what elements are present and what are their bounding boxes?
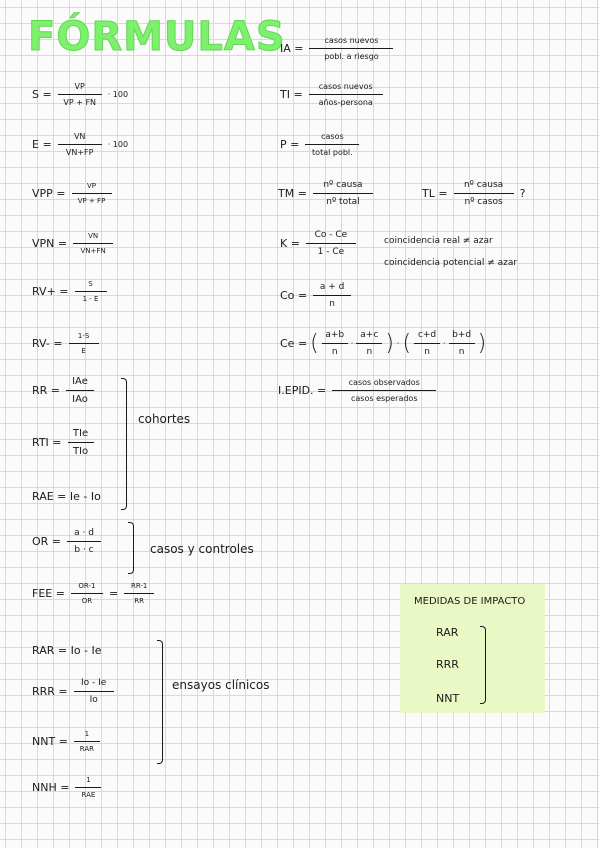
ce-f1-numerator: a+b <box>325 330 345 340</box>
nnh-label: NNH = <box>32 781 70 794</box>
co-label: Co = <box>280 289 308 302</box>
formula-ti <box>280 82 383 107</box>
s-fraction <box>58 82 102 107</box>
vpn-numerator: VN <box>88 232 99 240</box>
formula-rr <box>32 376 94 405</box>
k-denominator: 1 - Ce <box>306 243 356 257</box>
vpp-numerator: VP <box>87 182 97 190</box>
ti-numerator: casos nuevos <box>318 82 373 91</box>
k-label: K = <box>280 237 300 250</box>
ce-fraction-1 <box>322 330 348 357</box>
formula-k <box>280 230 356 257</box>
vpp-fraction <box>72 182 112 205</box>
ce-fraction-3 <box>414 330 440 357</box>
formula-nnt <box>32 730 100 753</box>
ia-label: IA = <box>280 42 304 55</box>
ce-dot-2: · <box>396 339 400 348</box>
fee-denominator-2: RR <box>124 593 154 605</box>
ensayos-brace <box>157 640 163 764</box>
formula-iepid <box>278 378 436 403</box>
nnt-fraction <box>74 730 100 753</box>
rti-numerator: TIe <box>72 428 89 439</box>
s-numerator: VP <box>74 82 85 91</box>
ia-denominator: pobl. a riesgo <box>309 48 393 61</box>
ce-open-paren-2: ( <box>402 331 412 356</box>
fee-numerator-1: OR-1 <box>78 582 96 590</box>
rrr-label: RRR = <box>32 685 68 698</box>
tl-numerator: nº causa <box>463 180 504 190</box>
ce-fraction-2 <box>356 330 382 357</box>
or-denominator: b · c <box>67 541 101 555</box>
ia-numerator: casos nuevos <box>324 36 379 45</box>
iepid-fraction <box>332 378 436 403</box>
rvn-fraction <box>69 332 99 355</box>
e-suffix: · 100 <box>107 140 129 149</box>
formula-nnh <box>32 776 101 799</box>
impact-item-rar: RAR <box>436 626 459 639</box>
ensayos-label: ensayos clínicos <box>172 678 270 692</box>
p-denominator: total pobl. <box>305 144 359 157</box>
rrr-numerator: Io - Ie <box>80 678 107 688</box>
e-label: E = <box>32 138 52 151</box>
rvn-numerator: 1-S <box>77 332 90 340</box>
or-label: OR = <box>32 535 62 548</box>
rrr-denominator: Io <box>74 691 114 705</box>
formula-rv-positive <box>32 280 107 303</box>
fee-fraction-1 <box>71 582 103 605</box>
vpp-denominator: VP + FP <box>72 193 112 205</box>
co-numerator: a + d <box>319 282 345 292</box>
rti-denominator: TIo <box>68 442 94 457</box>
rvn-denominator: E <box>69 343 99 355</box>
ce-f3-denominator: n <box>414 343 440 357</box>
ce-dot-3: · <box>443 339 446 348</box>
formula-p <box>280 132 359 157</box>
tl-label: TL = <box>422 187 448 200</box>
fee-fraction-2 <box>124 582 154 605</box>
formula-rti <box>32 428 94 457</box>
formula-rrr <box>32 678 114 705</box>
iepid-denominator: casos esperados <box>332 390 436 403</box>
co-denominator: n <box>313 295 351 309</box>
impact-title: MEDIDAS DE IMPACTO <box>414 596 526 607</box>
co-fraction <box>313 282 351 309</box>
impact-measures-box <box>400 584 545 713</box>
vpp-label: VPP = <box>32 187 66 200</box>
e-denominator: VN+FP <box>58 144 102 157</box>
tl-fraction <box>454 180 514 207</box>
rvn-label: RV- = <box>32 337 63 350</box>
nnt-denominator: RAR <box>74 741 100 753</box>
rvp-denominator: 1 - E <box>75 291 107 303</box>
impact-brace <box>480 626 486 704</box>
or-fraction <box>67 528 101 555</box>
ti-denominator: años-persona <box>309 94 383 107</box>
impact-item-rrr: RRR <box>436 658 459 671</box>
ce-dot-1: · <box>350 339 354 348</box>
formula-tm <box>278 180 373 207</box>
ce-close-paren-2: ) <box>477 331 487 356</box>
ce-f4-denominator: n <box>449 343 475 357</box>
p-label: P = <box>280 138 300 151</box>
tm-label: TM = <box>278 187 307 200</box>
p-numerator: casos <box>321 132 344 141</box>
ti-fraction <box>309 82 383 107</box>
ce-open-paren-1: ( <box>310 331 319 356</box>
vpn-label: VPN = <box>32 237 68 250</box>
rvp-fraction <box>75 280 107 303</box>
formula-rar: RAR = Io - Ie <box>32 644 102 657</box>
rr-label: RR = <box>32 384 60 397</box>
formula-rae: RAE = Ie - Io <box>32 490 101 503</box>
s-denominator: VP + FN <box>58 94 102 107</box>
rti-label: RTI = <box>32 436 62 449</box>
tm-denominator: nº total <box>313 193 373 207</box>
nnh-numerator: 1 <box>86 776 91 784</box>
tm-numerator: nº causa <box>323 180 363 190</box>
ce-f2-denominator: n <box>356 343 382 357</box>
ce-label: Ce = <box>280 337 308 350</box>
ce-close-paren-1: ) <box>385 331 394 356</box>
e-fraction <box>58 132 102 157</box>
rr-fraction <box>66 376 94 405</box>
fee-denominator-1: OR <box>71 593 103 605</box>
vpn-denominator: VN+FN <box>73 243 113 255</box>
ce-f1-denominator: n <box>322 343 348 357</box>
k-fraction <box>306 230 356 257</box>
e-numerator: VN <box>73 132 86 141</box>
formula-co <box>280 282 351 309</box>
impact-item-nnt: NNT <box>436 692 460 705</box>
formula-or <box>32 528 101 555</box>
formula-tl <box>422 180 525 207</box>
ce-fraction-4 <box>449 330 475 357</box>
s-suffix: · 100 <box>107 90 129 99</box>
formula-fee <box>32 582 154 605</box>
nnh-denominator: RAE <box>75 787 101 799</box>
formula-vpn <box>32 232 113 255</box>
casos-controles-brace <box>128 522 134 574</box>
k-note-1: coincidencia real ≠ azar <box>384 236 493 246</box>
formula-specificity <box>32 132 128 157</box>
nnh-fraction <box>75 776 101 799</box>
k-numerator: Co - Ce <box>314 230 348 240</box>
or-numerator: a · d <box>74 528 94 538</box>
formula-vpp <box>32 182 112 205</box>
formula-sensitivity <box>32 82 128 107</box>
fee-label: FEE = <box>32 587 65 600</box>
cohortes-label: cohortes <box>138 412 191 426</box>
rrr-fraction <box>74 678 114 705</box>
rr-denominator: IAo <box>66 390 94 405</box>
formula-ia <box>280 36 393 61</box>
formula-ce <box>280 330 486 357</box>
rvp-label: RV+ = <box>32 285 69 298</box>
page-title: FÓRMULAS <box>28 14 286 60</box>
formula-rv-negative <box>32 332 99 355</box>
ce-f2-numerator: a+c <box>360 330 379 340</box>
rr-numerator: IAe <box>72 376 88 387</box>
nnt-label: NNT = <box>32 735 68 748</box>
s-label: S = <box>32 88 52 101</box>
nnt-numerator: 1 <box>84 730 90 738</box>
rti-fraction <box>68 428 94 457</box>
p-fraction <box>305 132 359 157</box>
fee-equals: = <box>108 587 119 600</box>
tm-fraction <box>313 180 373 207</box>
casos-controles-label: casos y controles <box>150 542 254 556</box>
ce-f3-numerator: c+d <box>417 330 437 340</box>
tl-denominator: nº casos <box>454 193 514 207</box>
ti-label: TI = <box>280 88 303 101</box>
iepid-label: I.EPID. = <box>278 384 327 397</box>
iepid-numerator: casos observados <box>348 378 420 387</box>
vpn-fraction <box>73 232 113 255</box>
cohortes-brace <box>121 378 127 510</box>
k-note-2: coincidencia potencial ≠ azar <box>384 258 518 268</box>
ia-fraction <box>309 36 393 61</box>
rvp-numerator: S <box>88 280 93 288</box>
tl-question-mark: ? <box>519 187 526 200</box>
ce-f4-numerator: b+d <box>452 330 472 340</box>
fee-numerator-2: RR-1 <box>130 582 148 590</box>
